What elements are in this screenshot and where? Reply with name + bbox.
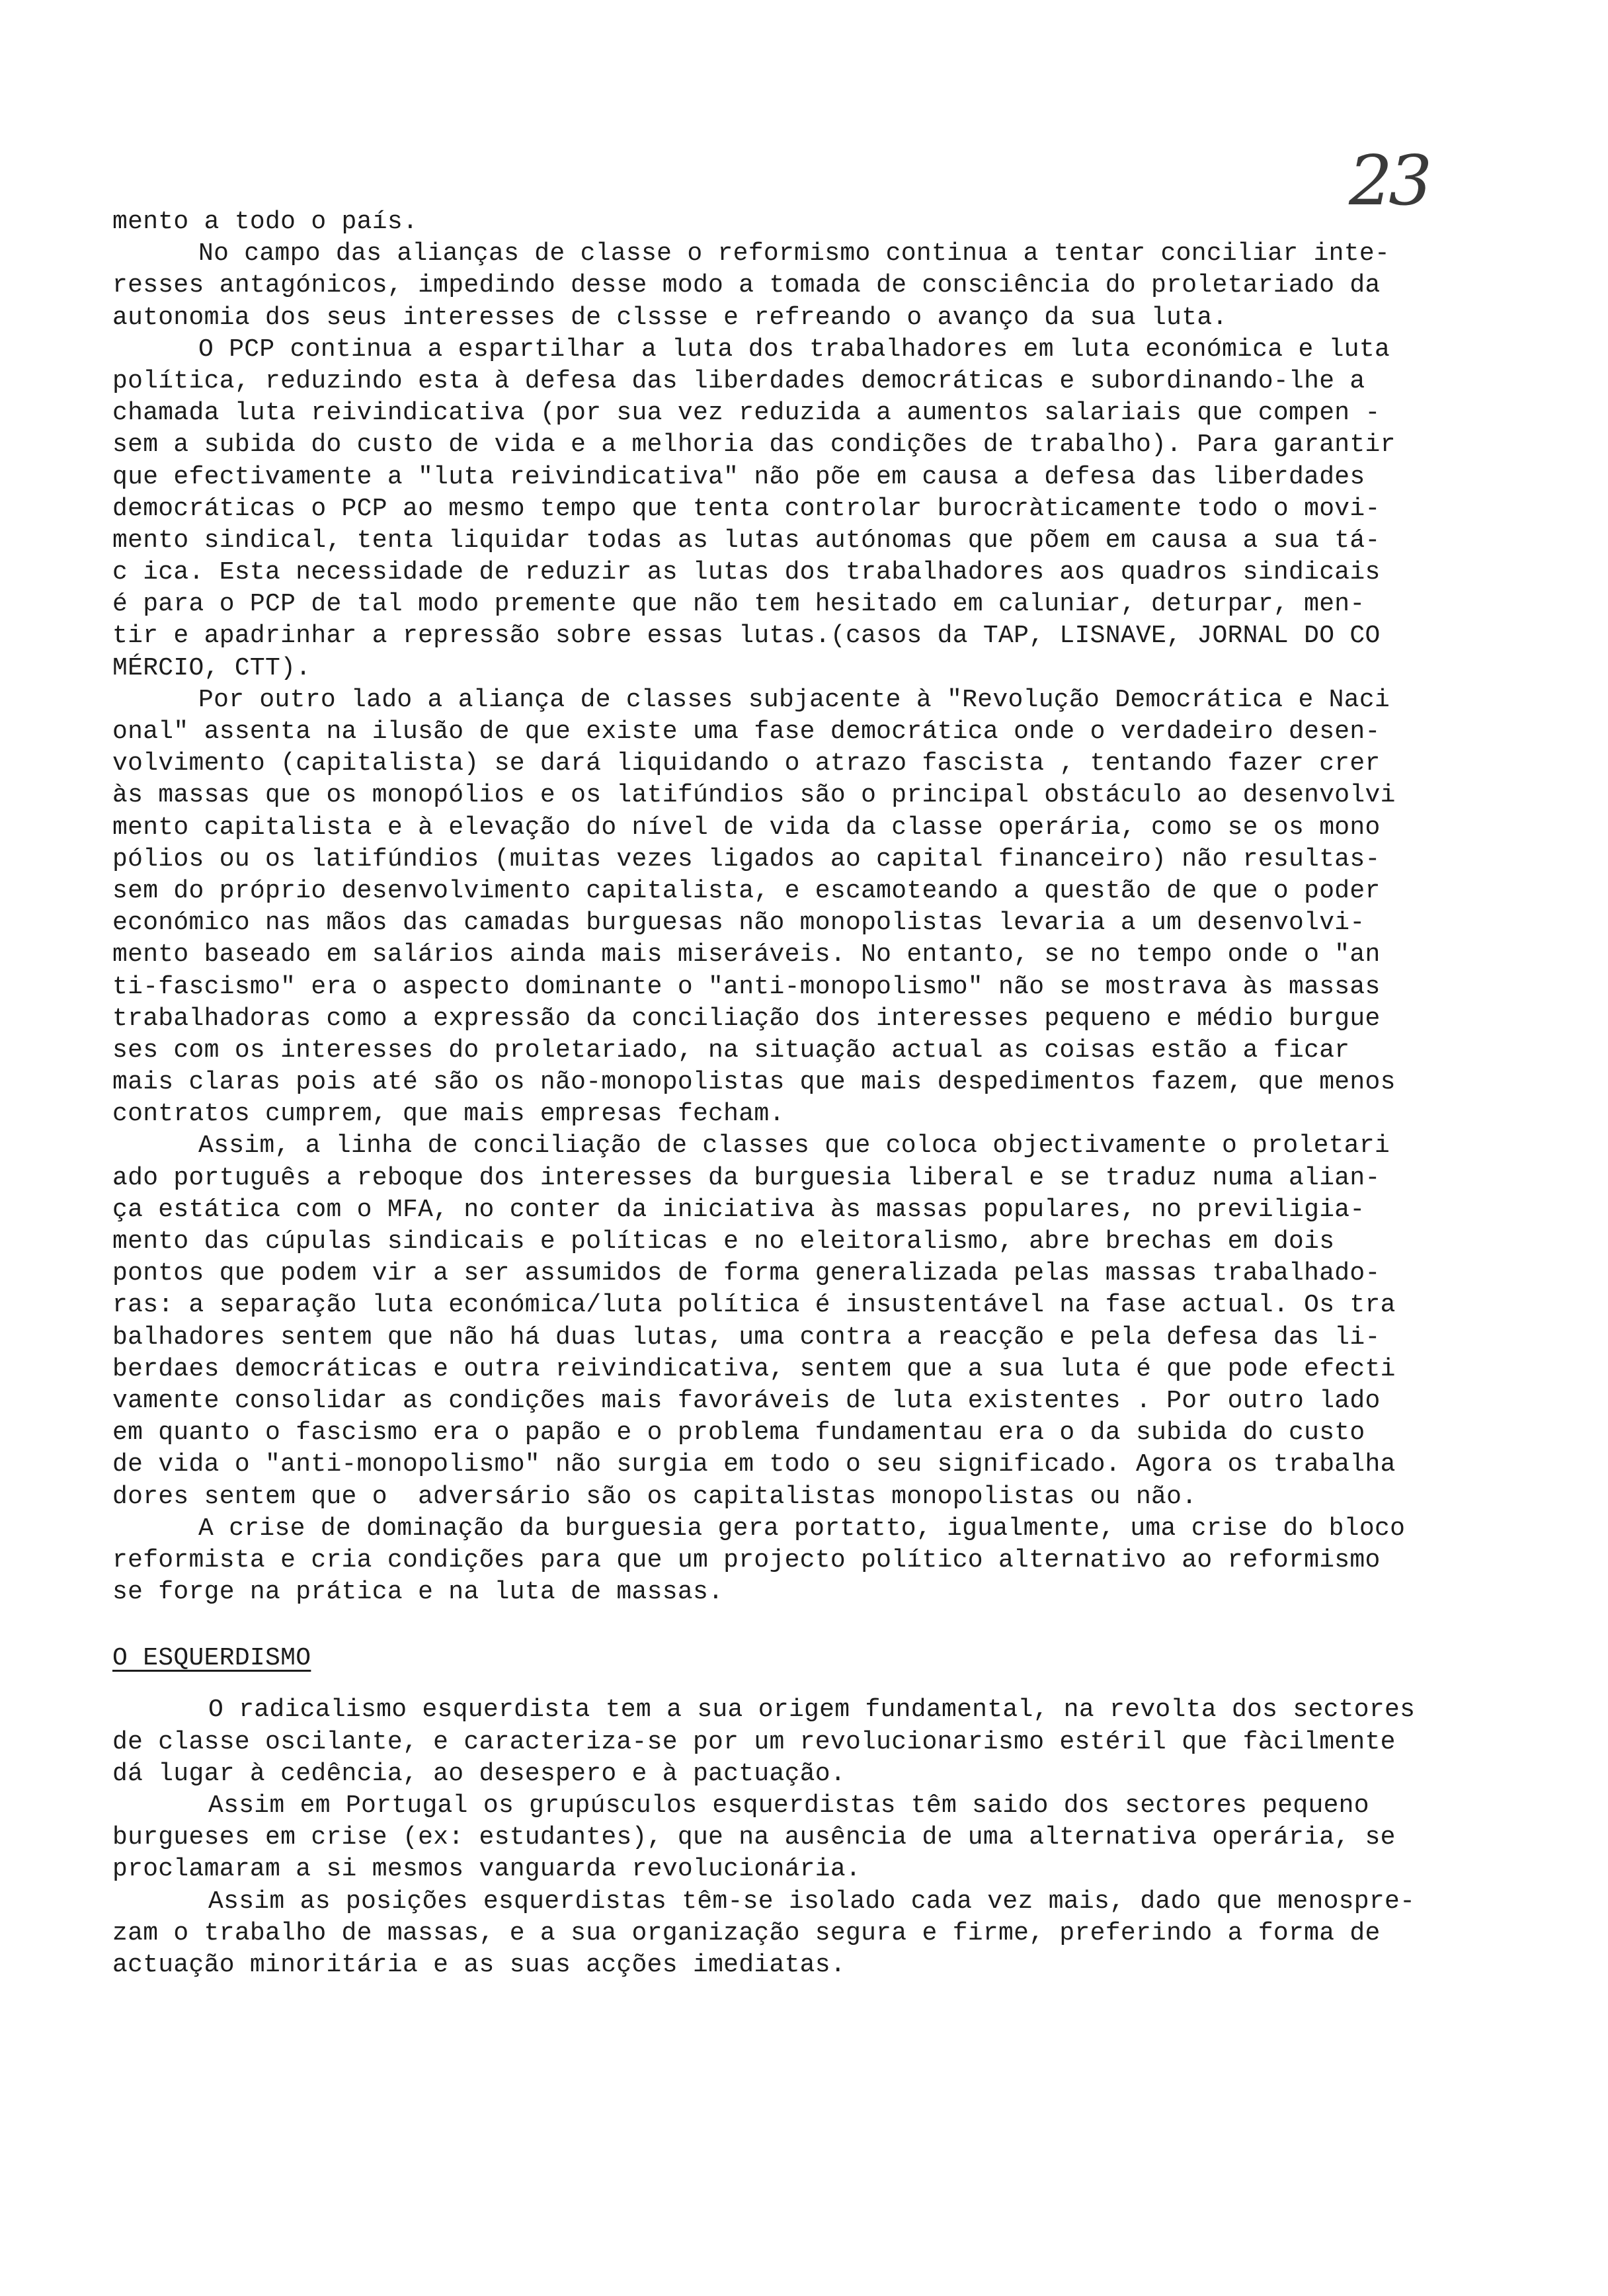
paragraph	[112, 684, 1534, 1131]
text-line: A crise de dominação da burguesia gera portatto, igualmente, uma crise do bloco	[198, 1514, 1406, 1543]
text-line: Assim as posições esquerdistas têm-se isolado cada vez mais, dado que menospre-	[208, 1887, 1416, 1916]
text-line: chamada luta reivindicativa (por sua vez reduzida a aumentos salariais que compen -	[112, 399, 1381, 428]
text-line: ti-fascismo" era o aspecto dominante o "anti-monopolismo" não se mostrava às massas	[112, 972, 1381, 1001]
text-line: O radicalismo esquerdista tem a sua origem fundamental, na revolta dos sectores	[208, 1696, 1416, 1725]
text-line: económico nas mãos das camadas burguesas não monopolistas levaria a um desenvolvi-	[112, 909, 1365, 938]
text-line: ça estática com o MFA, no conter da iniciativa às massas populares, no previligia-	[112, 1195, 1365, 1224]
text-line: c ica. Esta necessidade de reduzir as lutas dos trabalhadores aos quadros sindicais	[112, 558, 1381, 587]
text-line: pólios ou os latifúndios (muitas vezes ligados ao capital financeiro) não resultas-	[112, 844, 1381, 874]
text-line: ado português a reboque dos interesses da burguesia liberal e se traduz numa alian-	[112, 1163, 1381, 1192]
text-line: mento capitalista e à elevação do nível de vida da classe operária, como se os mono	[112, 813, 1381, 842]
text-line: balhadores sentem que não há duas lutas, uma contra a reacção e pela defesa das li-	[112, 1323, 1381, 1352]
text-line: que efectivamente a "luta reivindicativa" não põe em causa a defesa das liberdades	[112, 462, 1365, 491]
paragraph	[112, 238, 1534, 334]
text-line: reformista e cria condições para que um projecto político alternativo ao reformismo	[112, 1545, 1381, 1575]
text-line: mento das cúpulas sindicais e políticas e no eleitoralismo, abre brechas em dois	[112, 1227, 1335, 1256]
text-line: Por outro lado a aliança de classes subjacente à "Revolução Democrática e Naci	[198, 685, 1390, 714]
text-line: contratos cumprem, que mais empresas fecham.	[112, 1100, 785, 1129]
text-line: mento baseado em salários ainda mais miseráveis. No entanto, se no tempo onde o "an	[112, 940, 1381, 969]
text-line: é para o PCP de tal modo premente que não tem hesitado em caluniar, deturpar, men-	[112, 590, 1365, 619]
paragraph	[112, 1694, 1534, 1790]
text-line: MÉRCIO, CTT).	[112, 653, 311, 682]
text-line: ses com os interesses do proletariado, na situação actual as coisas estão a ficar	[112, 1036, 1350, 1065]
text-line: actuação minoritária e as suas acções imediatas.	[112, 1950, 846, 1979]
spacer	[112, 1674, 1534, 1694]
paragraph	[112, 334, 1534, 684]
text-line: berdaes democráticas e outra reivindicativa, sentem que a sua luta é que pode efecti	[112, 1354, 1396, 1383]
paragraph	[112, 1513, 1534, 1609]
section-heading: O ESQUERDISMO	[112, 1644, 311, 1673]
text-line: O PCP continua a espartilhar a luta dos trabalhadores em luta económica e luta	[198, 335, 1390, 364]
text-line: proclamaram a si mesmos vanguarda revolucionária.	[112, 1855, 862, 1884]
text-line: política, reduzindo esta à defesa das liberdades democráticas e subordinando-lhe a	[112, 366, 1365, 395]
text-line: onal" assenta na ilusão de que existe uma fase democrática onde o verdadeiro desen-	[112, 718, 1381, 746]
text-line: burgueses em crise (ex: estudantes), que na ausência de uma alternativa operária, se	[112, 1823, 1396, 1852]
text-line: mais claras pois até são os não-monopolistas que mais despedimentos fazem, que menos	[112, 1068, 1396, 1097]
text-line: mento sindical, tenta liquidar todas as lutas autónomas que põem em causa a sua tá-	[112, 526, 1381, 555]
text-line: de classe oscilante, e caracteriza-se por um revolucionarismo estéril que fàcilmente	[112, 1727, 1396, 1756]
paragraph	[112, 1790, 1534, 1886]
text-line: mento a todo o país.	[112, 208, 419, 236]
page-number: 23	[1349, 140, 1429, 221]
text-line: Assim, a linha de conciliação de classes que coloca objectivamente o proletari	[198, 1131, 1390, 1161]
text-line: às massas que os monopólios e os latifúndios são o principal obstáculo ao desenvolvi	[112, 781, 1396, 810]
text-line: dores sentem que o adversário são os capitalistas monopolistas ou não.	[112, 1482, 1197, 1511]
text-line: de vida o "anti-monopolismo" não surgia em todo o seu significado. Agora os trabalha	[112, 1450, 1396, 1479]
text-line: No campo das alianças de classe o reformismo continua a tentar conciliar inte-	[198, 239, 1390, 268]
paragraph	[112, 1886, 1534, 1982]
text-line: Assim em Portugal os grupúsculos esquerdistas têm saido dos sectores pequeno	[208, 1791, 1369, 1820]
text-line: ras: a separação luta económica/luta política é insustentável na fase actual. Os tra	[112, 1291, 1396, 1320]
text-line: democráticas o PCP ao mesmo tempo que tenta controlar burocràticamente todo o movi-	[112, 494, 1381, 523]
text-line: trabalhadoras como a expressão da conciliação dos interesses pequeno e médio burgue	[112, 1004, 1381, 1033]
document-body	[112, 206, 1534, 1981]
text-line: sem a subida do custo de vida e a melhoria das condições de trabalho). Para garantir	[112, 430, 1396, 460]
paragraph	[112, 206, 1534, 238]
spacer	[112, 1608, 1534, 1643]
text-line: tir e apadrinhar a repressão sobre essas lutas.(casos da TAP, LISNAVE, JORNAL DO CO	[112, 622, 1381, 651]
text-line: em quanto o fascismo era o papão e o problema fundamentau era o da subida do custo	[112, 1418, 1365, 1448]
text-line: zam o trabalho de massas, e a sua organização segura e firme, preferindo a forma de	[112, 1918, 1381, 1948]
text-line: vamente consolidar as condições mais favoráveis de luta existentes . Por outro lado	[112, 1386, 1381, 1415]
text-line: se forge na prática e na luta de massas.	[112, 1578, 724, 1607]
paragraph	[112, 1130, 1534, 1512]
text-line: resses antagónicos, impedindo desse modo a tomada de consciência do proletariado da	[112, 271, 1381, 300]
text-line: sem do próprio desenvolvimento capitalista, e escamoteando a questão de que o poder	[112, 876, 1381, 905]
text-line: autonomia dos seus interesses de clssse e refreando o avanço da sua luta.	[112, 303, 1228, 332]
text-line: volvimento (capitalista) se dará liquidando o atrazo fascista , tentando fazer crer	[112, 749, 1381, 778]
text-line: pontos que podem vir a ser assumidos de forma generalizada pelas massas trabalhado-	[112, 1259, 1381, 1288]
text-line: dá lugar à cedência, ao desespero e à pactuação.	[112, 1759, 846, 1788]
